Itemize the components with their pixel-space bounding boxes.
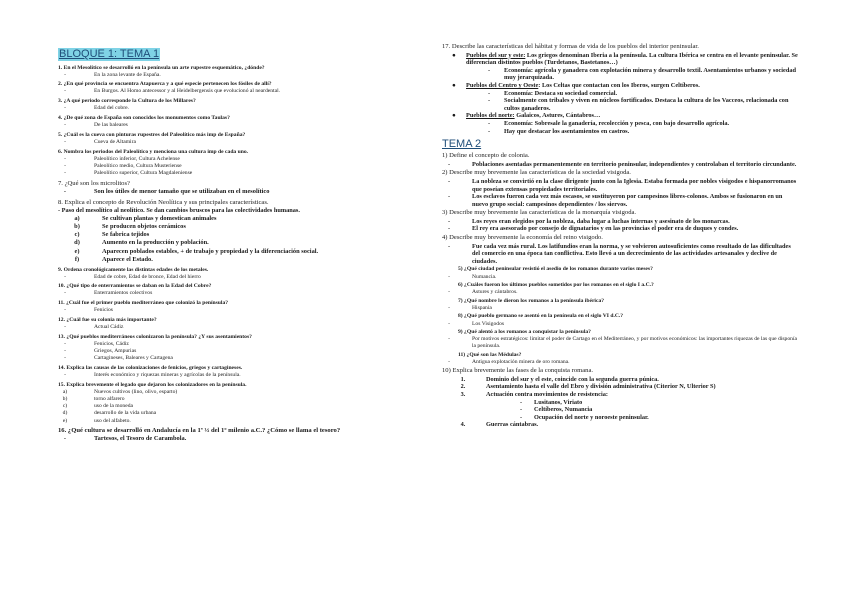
question: 4. ¿De qué zona de España son conocidos los monumentos como Taulas? <box>58 114 230 121</box>
bullet-lead: Pueblos del norte: <box>466 112 515 120</box>
answer-text: Poblaciones asentadas permanentemente en territorio peninsular, independientes y controlaban el territorio circundante. <box>472 160 797 168</box>
answer-marker: - <box>64 290 66 297</box>
answer-line <box>58 389 416 396</box>
bullet-icon: ● <box>452 112 456 120</box>
bullet-icon: ● <box>452 51 456 59</box>
answer-line <box>58 290 416 297</box>
answer-text: Cartagineses, Baleares y Cartagena <box>94 355 173 362</box>
question: 14. Explica las causas de las colonizaciones de fenicios, griegos y cartagineses. <box>58 364 243 371</box>
question-10: 10) Explica brevemente las fases de la conquista romana. <box>442 367 594 375</box>
answer-line <box>58 410 416 417</box>
dash-marker: - <box>488 66 491 74</box>
dash-marker: - <box>448 273 450 280</box>
question: 11) ¿Qué son las Médulas? <box>458 351 522 358</box>
sub-item <box>442 128 798 136</box>
list-text: Aparece el Estado. <box>102 255 153 263</box>
question-16: 16. ¿Qué cultura se desarrolló en Andalucía en la 1ª ½ del 1º milenio a.C.? ¿Cómo se llama el tesoro? <box>58 427 341 435</box>
sub-text: Celtíberos, Numancia <box>534 406 593 414</box>
answer-line <box>58 105 416 112</box>
answer-text: Actual Cádiz <box>94 323 124 330</box>
answer-line <box>442 218 798 226</box>
question: 9. Ordena cronológicamente las distintas edades de los metales. <box>58 266 209 273</box>
answer-marker: a) <box>62 388 68 395</box>
question: 4) Describe muy brevemente la economía del reino visigodo. <box>442 234 603 242</box>
question-list-2 <box>58 266 416 425</box>
section-heading-tema2: TEMA 2 <box>442 138 482 151</box>
question: 3) Describe muy brevemente las características de la monarquía visigoda. <box>442 209 637 217</box>
answer-line <box>442 225 798 233</box>
question: 6) ¿Cuáles fueron los últimos pueblos sometidos por los romanos en el siglo I a.C.? <box>458 282 654 289</box>
question: 1. En el Mesolítico se desarrolló en la península un arte rupestre esquemático, ¿dónde? <box>58 64 265 71</box>
bullet-item <box>442 112 798 120</box>
answer-text: torno alfarero <box>94 395 125 402</box>
question: 12. ¿Cuál fue su colonia más importante? <box>58 316 157 323</box>
dash-marker: - <box>448 305 450 312</box>
answer-text: Los Visigodos <box>472 320 505 327</box>
bullet-lead: Pueblos del Centro y Oeste <box>466 81 539 89</box>
answer-text: Antigua explotación minera de oro romana. <box>472 359 570 366</box>
answer-marker: e) <box>62 417 68 424</box>
dash-marker: - <box>448 336 450 343</box>
question: 8) ¿Qué pueblo germano se asentó en la península en el siglo VI d.C.? <box>458 313 624 320</box>
bullet-item <box>442 52 798 67</box>
answer-marker: - <box>64 71 66 78</box>
list-item <box>58 239 416 247</box>
list-marker: a) <box>74 214 80 222</box>
bullet-lead: Pueblos del sur y este: <box>466 51 526 59</box>
sub-item <box>442 399 798 407</box>
question: 6. Nombra los periodos del Paleolítico y menciona una cultura imp de cada uno. <box>58 148 249 155</box>
sub-item <box>442 414 798 422</box>
answer-text: desarrollo de la vida urbana <box>94 410 157 417</box>
answer-line <box>58 324 416 331</box>
sub-item <box>442 67 798 82</box>
list-marker: 2. <box>460 383 466 391</box>
answer-text: Por motivos estratégicos: limitar el poder de Cartago en el Mediterráneo, y por motivos económicos: las importantes riquezas de las que disponía la península. <box>472 336 797 350</box>
question-8: 8. Explica el concepto de Revolución Neolítica y sus principales características. <box>58 198 269 206</box>
answer-marker: d) <box>62 410 68 417</box>
list-text: Se fabrica tejidos <box>102 231 150 239</box>
tema2-short-questions <box>442 266 798 366</box>
list-item <box>58 256 416 264</box>
bullet-text: Galaicos, Astures, Cántabros… <box>514 112 601 120</box>
answer-text: Fue cada vez más rural. Los latifundios eran la norma, y se volvieron autosuficientes como resultado de las dificultades del comercio en una época tan conflictiva. Esto llevó a un decrecimiento de las actividades artesanales y declive de ciudades. <box>472 242 791 265</box>
list-item <box>442 383 798 391</box>
bullet-item <box>442 82 798 90</box>
answer-line <box>58 274 416 281</box>
answer-line <box>442 305 798 312</box>
answer-marker: - <box>64 371 66 378</box>
list-marker: e) <box>74 247 80 255</box>
answer-text: Paleolítico superior, Cultura Magdaleniense <box>94 169 193 176</box>
answer-marker: - <box>64 88 66 95</box>
question: 5. ¿Cuál es la cueva con pinturas rupestres del Paleolítico más imp de España? <box>58 131 246 138</box>
list-item <box>58 223 416 231</box>
sub-text: Economía: Destaca su sociedad comercial. <box>504 89 618 97</box>
answer-line <box>58 403 416 410</box>
answer-line <box>442 243 798 266</box>
question: 15. Explica brevemente el legado que dejaron los colonizadores en la península. <box>58 381 247 388</box>
answer-text: uso del alfabeto. <box>94 417 131 424</box>
question-7: 7. ¿Qué son los microlitos? <box>58 179 130 187</box>
left-column <box>58 44 416 444</box>
answer-text: Los reyes eran elegidos por la nobleza, daba lugar a luchas internas y asesinato de los monarcas. <box>472 217 730 225</box>
dash-marker: - <box>488 119 491 127</box>
answer-8-intro: - Paso del mesolítico al neolítico. Se dan cambios bruscos para las colectividades humanas. <box>58 206 300 214</box>
sub-item <box>442 406 798 414</box>
sub-item <box>442 97 798 112</box>
answer-text: Paleolítico medio, Cultura Musteriense <box>94 162 182 169</box>
tema2-questions <box>442 152 798 265</box>
sub-item <box>442 120 798 128</box>
list-item <box>442 391 798 399</box>
answer-line <box>58 156 416 163</box>
answer-marker: b) <box>62 395 68 402</box>
question-10-sublist <box>442 399 798 422</box>
list-text: Aparecen poblados estables, + de trabajo y propiedad y la diferenciación social. <box>102 247 319 255</box>
question: 2) Describe muy brevemente las características de la sociedad visigoda. <box>442 169 631 177</box>
dash-marker: - <box>488 97 491 105</box>
answer-marker: - <box>64 162 66 169</box>
answer-line <box>58 341 416 348</box>
answer-text: De las baleares <box>94 121 128 128</box>
bullet-icon: ● <box>452 81 456 89</box>
question: 2. ¿En qué provincia se encuentra Atapuerca y a qué especie pertenecen los fósiles de allí? <box>58 81 272 88</box>
answer-line <box>58 72 416 79</box>
question-17: 17. Describe las características del hábitat y formas de vida de los pueblos del interior peninsular. <box>442 43 699 50</box>
question: 10. ¿Qué tipo de enterramientos se daban en la Edad del Cobre? <box>58 283 212 290</box>
answer-line <box>442 359 798 366</box>
list-item <box>58 231 416 239</box>
answer-line <box>442 161 798 169</box>
answer-text: Los esclavos fueron cada vez más escasos, se sustituyeron por campesinos libres-colonos. Ambos se fusionaron en un nuevo grupo social: campesinos dependientes / los siervos. <box>472 193 783 208</box>
answer-16: - Tartesos, el Tesoro de Carambola. <box>63 435 187 443</box>
answer-marker: - <box>64 169 66 176</box>
answer-line <box>442 274 798 281</box>
answer-line <box>442 289 798 296</box>
sub-text: Hay que destacar los asentamientos en castros. <box>504 127 630 135</box>
answer-text: uso de la moneda <box>94 403 133 410</box>
dash-marker: - <box>520 398 523 406</box>
answer-marker: - <box>64 355 66 362</box>
answer-text: El rey era asesorado por consejo de dignatarios y en las provincias el poder era de duques y condes. <box>472 225 739 233</box>
answer-line <box>442 336 798 350</box>
question: 11. ¿Cuál fue el primer pueblo mediterráneo que colonizó la península? <box>58 300 229 307</box>
list-text: Aumento en la producción y población. <box>102 239 209 247</box>
dash-marker: - <box>488 127 491 135</box>
dash-marker: - <box>520 406 523 414</box>
answer-line <box>58 418 416 425</box>
answer-line <box>442 193 798 208</box>
dash-marker: - <box>448 320 450 327</box>
list-text: Actuación contra movimientos de resistencia: <box>486 391 608 399</box>
answer-marker: - <box>64 138 66 145</box>
answer-marker: - <box>64 347 66 354</box>
answer-marker: - <box>447 193 451 201</box>
answer-line <box>58 396 416 403</box>
question-17-bullets <box>442 52 798 136</box>
answer-marker: - <box>64 121 66 128</box>
question: 9) ¿Qué alentó a los romanos a conquistar la península? <box>458 328 591 335</box>
question-10-last: 4. Guerras cántabras. <box>460 421 539 429</box>
sub-text: Economía: Sobresale la ganadería, recolección y pesca, con bajo desarrollo agrícola. <box>504 119 730 127</box>
answer-line <box>58 88 416 95</box>
list-marker: c) <box>74 231 80 239</box>
answer-line <box>58 348 416 355</box>
sub-item <box>442 90 798 98</box>
answer-marker: - <box>64 155 66 162</box>
list-marker: d) <box>74 239 80 247</box>
list-text: Dominio del sur y el este, coincide con la segunda guerra púnica. <box>486 375 659 383</box>
list-item <box>58 248 416 256</box>
answer-line <box>58 163 416 170</box>
answer-text: Enterramientos colectivos <box>94 290 153 297</box>
list-text: Asentamiento hasta el valle del Ebro y división administrativa (Citerior N, Ulterior S) <box>486 383 716 391</box>
answer-text: Nuevos cultivos (lino, olivo, esparto) <box>94 388 178 395</box>
answer-marker: - <box>447 225 451 233</box>
question: 1) Define el concepto de colonia. <box>442 152 530 160</box>
section-heading-bloque1: BLOQUE 1: TEMA 1 <box>59 48 160 60</box>
list-marker: b) <box>74 222 80 230</box>
list-text: Se cultivan plantas y domestican animales <box>102 214 217 222</box>
answer-marker: - <box>447 177 451 185</box>
answer-line <box>58 355 416 362</box>
answer-text: En la zona levante de España. <box>94 71 161 78</box>
answer-text: Interés económico y riquezas mineras y agrícolas de la península. <box>94 371 241 378</box>
answer-text: Cueva de Altamira <box>94 138 136 145</box>
list-item <box>58 215 416 223</box>
answer-marker: - <box>64 307 66 314</box>
question: 3. ¿A qué periodo corresponde la Cultura de los Millares? <box>58 98 196 105</box>
answer-line <box>58 139 416 146</box>
answer-text: La nobleza se convirtió en la clase dirigente junto con la Iglesia. Estaba formada por nobles visigodos e hispanorromanos que poseían extensas propiedades territoriales. <box>472 177 797 193</box>
question: 5) ¿Qué ciudad peninsular resistió el asedio de los romanos durante varios meses? <box>458 266 653 273</box>
sub-text: Socialmente con tribales y viven en núcleos fortificados. Destaca la cultura de los Vacceos, relacionada con cultos ganaderos. <box>504 97 789 112</box>
answer-line <box>442 178 798 193</box>
list-item <box>442 376 798 384</box>
list-marker: f) <box>74 255 80 263</box>
answer-text: Hispania <box>472 305 492 312</box>
bullet-text: Los griegos denominan Iberia a la península. La cultura Ibérica se centra en el levante peninsular. Se diferencian distintos pueblos (Turdetanos, Bastetanos…) <box>466 51 798 67</box>
answer-line <box>58 170 416 177</box>
answer-marker: - <box>64 105 66 112</box>
answer-line <box>442 321 798 328</box>
question-list-1 <box>58 64 416 178</box>
answer-text: Fenicios <box>94 307 113 314</box>
answer-text: Paleolítico inferior, Cultura Achelense <box>94 155 180 162</box>
sub-text: Ocupación del norte y noroeste peninsular. <box>534 413 649 421</box>
answer-line <box>58 307 416 314</box>
dash-marker: - <box>448 359 450 366</box>
answer-marker: - <box>64 273 66 280</box>
answer-text: Astures y cántabros. <box>472 289 518 296</box>
answer-marker: - <box>447 160 451 168</box>
answer-text: En Burgos. Al Homo antecessor y al Heidelbergensis que evolucionó al neardental. <box>94 88 281 95</box>
dash-marker: - <box>488 89 491 97</box>
answer-marker: - <box>447 242 451 250</box>
bullet-text: : Los Celtas que contactan con los Iberos, surgen Celtíberos. <box>538 81 700 89</box>
answer-line <box>58 122 416 129</box>
answer-marker: - <box>64 323 66 330</box>
sub-text: Economía: agrícola y ganadera con explotación minera y desarrollo textil. Asentamientos urbanos y sociedad muy jerarquizada. <box>504 66 796 82</box>
answer-line <box>58 372 416 379</box>
right-column <box>442 42 798 429</box>
sub-text: Lusitanos, Viriato <box>534 398 583 406</box>
question: 13. ¿Qué pueblos mediterráneos colonizaron la península? ¿Y sus asentamientos? <box>58 333 252 340</box>
answer-8-list <box>58 215 416 264</box>
list-marker: 3. <box>460 391 466 399</box>
answer-marker: - <box>64 340 66 347</box>
answer-marker: c) <box>62 403 68 410</box>
list-marker: 1. <box>460 375 466 383</box>
question: 7) ¿Qué nombre le dieron los romanos a la península ibérica? <box>458 297 605 304</box>
question-10-list <box>442 376 798 399</box>
answer-marker: - <box>447 217 451 225</box>
list-text: Se producen objetos cerámicos <box>102 222 186 230</box>
answer-text: Numancia. <box>472 273 497 280</box>
dash-marker: - <box>448 289 450 296</box>
answer-7: - Son los útiles de menor tamaño que se utilizaban en el mesolítico <box>63 187 270 195</box>
answer-text: Griegos, Ampurias <box>94 347 137 354</box>
dash-marker: - <box>520 413 523 421</box>
answer-text: Fenicios, Cádiz <box>94 340 129 347</box>
answer-text: Edad del cobre. <box>94 105 129 112</box>
answer-text: Edad de cobre, Edad de bronce, Edad del hierro <box>94 273 201 280</box>
